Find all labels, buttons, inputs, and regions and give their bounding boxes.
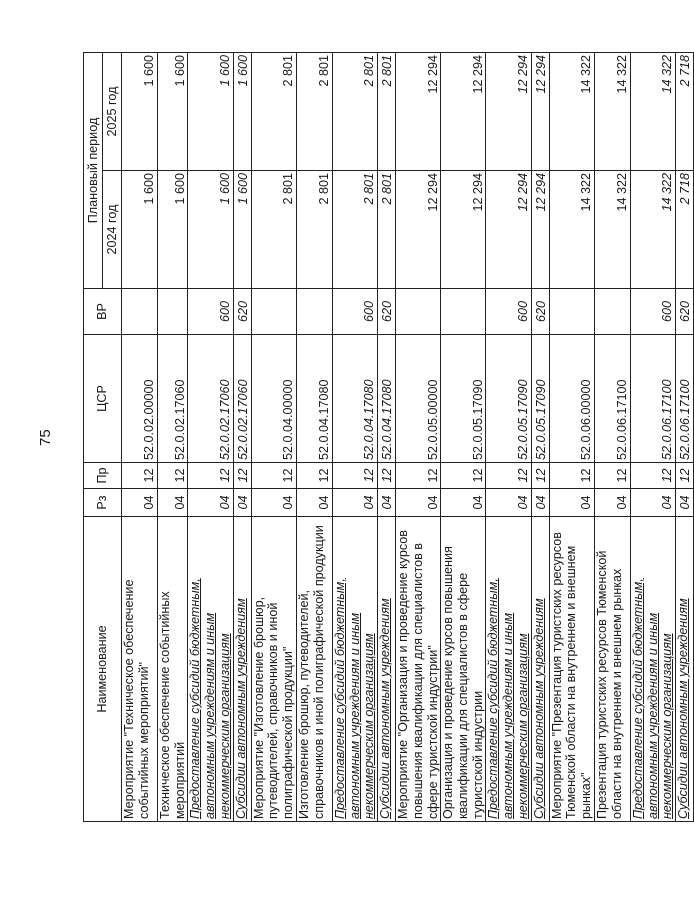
row-csr bbox=[158, 335, 188, 463]
row-rz-text: 04 bbox=[142, 495, 157, 510]
row-rz bbox=[233, 489, 251, 517]
row-amount-2025 bbox=[251, 52, 296, 170]
row-name-text: Мероприятие "Презентация туристских ресурсов Тюменской области на внутреннем и внешнем рынках" bbox=[549, 532, 594, 819]
row-amount-2024 bbox=[441, 171, 486, 289]
row-amount-2025 bbox=[378, 52, 396, 170]
row-csr bbox=[296, 335, 332, 463]
row-amount-2025 bbox=[158, 52, 188, 170]
row-amount-2024-text: 1 600 bbox=[217, 173, 232, 205]
row-pr bbox=[378, 463, 396, 489]
row-amount-2025 bbox=[396, 52, 441, 170]
row-csr-text: 52.0.02.17060 bbox=[235, 379, 250, 460]
row-csr bbox=[188, 335, 233, 463]
row-csr bbox=[676, 335, 694, 463]
row-csr-text: 52.0.06.00000 bbox=[579, 379, 594, 460]
row-name bbox=[594, 517, 630, 822]
row-rz bbox=[251, 489, 296, 517]
row-vr bbox=[251, 289, 296, 335]
row-amount-2024 bbox=[676, 171, 694, 289]
row-amount-2025 bbox=[549, 52, 594, 170]
row-pr bbox=[441, 463, 486, 489]
row-csr bbox=[441, 335, 486, 463]
row-name-text: Мероприятие "Техническое обеспечение событийных мероприятий" bbox=[122, 579, 151, 819]
row-vr-text: 620 bbox=[678, 301, 693, 323]
row-pr-text: 12 bbox=[615, 468, 630, 483]
row-name bbox=[233, 517, 251, 822]
row-amount-2025-text: 14 322 bbox=[579, 54, 594, 94]
row-name bbox=[676, 517, 694, 822]
row-rz-text: 04 bbox=[217, 495, 232, 510]
row-amount-2025-text: 12 294 bbox=[470, 54, 485, 94]
row-rz bbox=[549, 489, 594, 517]
table-row bbox=[296, 52, 332, 821]
row-vr-text: 600 bbox=[362, 301, 377, 323]
row-rz-text: 04 bbox=[515, 495, 530, 510]
row-rz bbox=[531, 489, 549, 517]
row-amount-2024-text: 14 322 bbox=[660, 173, 675, 212]
row-amount-2024-text: 2 801 bbox=[281, 173, 296, 205]
table-row bbox=[233, 52, 251, 821]
row-pr-text: 12 bbox=[217, 468, 232, 483]
row-rz bbox=[158, 489, 188, 517]
row-amount-2024 bbox=[296, 171, 332, 289]
row-name-text: Предоставление субсидий бюджетным, автономным учреждениям и иным некоммерческим организациям bbox=[188, 578, 232, 819]
row-csr bbox=[531, 335, 549, 463]
row-vr bbox=[332, 289, 377, 335]
row-rz bbox=[396, 489, 441, 517]
table-row bbox=[378, 52, 396, 821]
row-name-text: Субсидии автономным учреждениям bbox=[531, 598, 546, 819]
row-name-text: Мероприятие "Организация и проведение курсов повышения квалификации для специалистов в сфере туристской индустрии" bbox=[396, 530, 440, 819]
row-rz bbox=[676, 489, 694, 517]
row-amount-2024 bbox=[378, 171, 396, 289]
row-amount-2024 bbox=[594, 171, 630, 289]
row-vr bbox=[188, 289, 233, 335]
row-vr bbox=[158, 289, 188, 335]
table-row bbox=[676, 52, 694, 821]
row-amount-2024 bbox=[188, 171, 233, 289]
row-amount-2024-text: 1 600 bbox=[172, 173, 187, 205]
table-row bbox=[549, 52, 594, 821]
row-amount-2025 bbox=[332, 52, 377, 170]
row-rz-text: 04 bbox=[172, 495, 187, 510]
row-amount-2025 bbox=[486, 52, 531, 170]
table-row bbox=[122, 52, 158, 821]
row-name-text: Предоставление субсидий бюджетным, автономным учреждениям и иным некоммерческим организациям bbox=[486, 578, 530, 819]
row-amount-2025-text: 12 294 bbox=[425, 54, 440, 94]
row-csr-text: 52.0.04.17080 bbox=[362, 379, 377, 460]
row-vr bbox=[122, 289, 158, 335]
table-row bbox=[332, 52, 377, 821]
row-csr bbox=[594, 335, 630, 463]
row-name bbox=[251, 517, 296, 822]
row-vr bbox=[233, 289, 251, 335]
row-amount-2025-text: 14 322 bbox=[660, 54, 675, 94]
row-amount-2024 bbox=[158, 171, 188, 289]
row-amount-2025 bbox=[441, 52, 486, 170]
row-name bbox=[531, 517, 549, 822]
row-amount-2024 bbox=[332, 171, 377, 289]
table-row bbox=[486, 52, 531, 821]
row-rz bbox=[594, 489, 630, 517]
table-row bbox=[531, 52, 549, 821]
row-csr bbox=[233, 335, 251, 463]
row-amount-2025-text: 2 801 bbox=[281, 54, 296, 87]
row-pr bbox=[332, 463, 377, 489]
row-name bbox=[296, 517, 332, 822]
row-amount-2025-text: 12 294 bbox=[533, 54, 548, 94]
row-pr bbox=[233, 463, 251, 489]
row-vr bbox=[549, 289, 594, 335]
table-row bbox=[158, 52, 188, 821]
row-pr-text: 12 bbox=[142, 468, 157, 483]
row-name-text: Предоставление субсидий бюджетным, автономным учреждениям и иным некоммерческим организациям bbox=[332, 578, 377, 819]
row-amount-2025 bbox=[594, 52, 630, 170]
table-row bbox=[630, 52, 675, 821]
row-csr-text: 52.0.06.17100 bbox=[615, 379, 630, 460]
row-amount-2025 bbox=[188, 52, 233, 170]
row-rz-text: 04 bbox=[281, 495, 296, 510]
row-amount-2025 bbox=[676, 52, 694, 170]
row-csr bbox=[396, 335, 441, 463]
table-row bbox=[251, 52, 296, 821]
row-name-text: Субсидии автономным учреждениям bbox=[233, 598, 248, 819]
row-pr bbox=[630, 463, 675, 489]
row-name bbox=[630, 517, 675, 822]
row-amount-2024-text: 12 294 bbox=[425, 173, 440, 212]
row-rz-text: 04 bbox=[678, 495, 693, 510]
row-pr bbox=[158, 463, 188, 489]
row-amount-2024-text: 1 600 bbox=[142, 173, 157, 205]
row-amount-2024 bbox=[233, 171, 251, 289]
row-pr bbox=[594, 463, 630, 489]
row-pr bbox=[251, 463, 296, 489]
row-rz-text: 04 bbox=[380, 495, 395, 510]
row-pr-text: 12 bbox=[362, 468, 377, 483]
table-row bbox=[396, 52, 441, 821]
row-pr-text: 12 bbox=[470, 468, 485, 483]
row-amount-2025 bbox=[296, 52, 332, 170]
row-pr bbox=[396, 463, 441, 489]
row-amount-2025 bbox=[630, 52, 675, 170]
row-csr bbox=[378, 335, 396, 463]
row-csr-text: 52.0.05.17090 bbox=[515, 379, 530, 460]
header-name: Наименование bbox=[84, 517, 122, 822]
row-name-text: Предоставление субсидий бюджетным, автономным учреждениям и иным некоммерческим организациям bbox=[630, 578, 675, 819]
row-vr bbox=[296, 289, 332, 335]
row-pr bbox=[531, 463, 549, 489]
row-csr bbox=[122, 335, 158, 463]
row-vr bbox=[630, 289, 675, 335]
row-pr-text: 12 bbox=[660, 468, 675, 483]
row-amount-2025-text: 1 600 bbox=[172, 54, 187, 87]
row-name bbox=[122, 517, 158, 822]
row-name-text: Субсидии автономным учреждениям bbox=[676, 598, 691, 819]
row-pr-text: 12 bbox=[425, 468, 440, 483]
row-rz-text: 04 bbox=[362, 495, 377, 510]
row-pr bbox=[188, 463, 233, 489]
row-amount-2024-text: 2 718 bbox=[678, 173, 693, 205]
row-rz-text: 04 bbox=[235, 495, 250, 510]
row-amount-2024-text: 2 801 bbox=[362, 173, 377, 205]
row-pr-text: 12 bbox=[172, 468, 187, 483]
row-rz bbox=[630, 489, 675, 517]
row-vr bbox=[676, 289, 694, 335]
row-rz bbox=[378, 489, 396, 517]
table-row bbox=[594, 52, 630, 821]
row-amount-2025-text: 2 801 bbox=[362, 54, 377, 87]
row-pr bbox=[122, 463, 158, 489]
row-pr-text: 12 bbox=[533, 468, 548, 483]
header-planned-period: Плановый период bbox=[84, 52, 103, 288]
budget-table bbox=[83, 52, 694, 822]
row-rz-text: 04 bbox=[470, 495, 485, 510]
row-amount-2024-text: 1 600 bbox=[235, 173, 250, 205]
row-amount-2025-text: 2 801 bbox=[317, 54, 332, 87]
row-vr-text: 600 bbox=[515, 301, 530, 323]
table-row bbox=[441, 52, 486, 821]
row-csr-text: 52.0.06.17100 bbox=[660, 379, 675, 460]
table-row bbox=[188, 52, 233, 821]
row-name-text: Субсидии автономным учреждениям bbox=[378, 598, 393, 819]
row-pr bbox=[486, 463, 531, 489]
row-amount-2024-text: 2 801 bbox=[317, 173, 332, 205]
row-csr-text: 52.0.06.17100 bbox=[678, 379, 693, 460]
row-amount-2025-text: 2 718 bbox=[678, 54, 693, 87]
row-rz bbox=[188, 489, 233, 517]
row-vr-text: 600 bbox=[660, 301, 675, 323]
row-vr-text: 620 bbox=[235, 301, 250, 323]
rotated-table-container bbox=[83, 53, 693, 822]
row-pr-text: 12 bbox=[235, 468, 250, 483]
row-name bbox=[549, 517, 594, 822]
row-name-text: Презентация туристских ресурсов Тюменской области на внутреннем и внешнем рынках bbox=[594, 550, 624, 819]
row-csr bbox=[549, 335, 594, 463]
row-vr bbox=[486, 289, 531, 335]
row-rz-text: 04 bbox=[615, 495, 630, 510]
row-csr bbox=[630, 335, 675, 463]
row-rz-text: 04 bbox=[533, 495, 548, 510]
row-pr-text: 12 bbox=[678, 468, 693, 483]
row-amount-2024 bbox=[486, 171, 531, 289]
row-name-text: Мероприятие "Изготовление брошюр, путеводителей, справочников и иной полиграфической продукции" bbox=[251, 596, 296, 819]
page-number: 75 bbox=[37, 429, 54, 446]
row-name bbox=[441, 517, 486, 822]
row-vr-text: 620 bbox=[533, 301, 548, 323]
row-amount-2025 bbox=[122, 52, 158, 170]
row-name bbox=[486, 517, 531, 822]
row-amount-2024 bbox=[251, 171, 296, 289]
row-vr bbox=[441, 289, 486, 335]
row-amount-2025-text: 14 322 bbox=[615, 54, 630, 94]
row-csr-text: 52.0.05.17090 bbox=[470, 379, 485, 460]
row-amount-2025-text: 12 294 bbox=[515, 54, 530, 94]
table-body bbox=[122, 52, 694, 821]
header-rz: Рз bbox=[84, 489, 122, 517]
row-name-text: Организация и проведение курсов повышения квалификации для специалистов в сфере туристской индустрии bbox=[441, 546, 485, 819]
row-amount-2025-text: 1 600 bbox=[217, 54, 232, 87]
header-csr: ЦСР bbox=[84, 335, 122, 463]
row-amount-2025 bbox=[233, 52, 251, 170]
row-name bbox=[396, 517, 441, 822]
row-amount-2024-text: 12 294 bbox=[515, 173, 530, 212]
row-pr bbox=[296, 463, 332, 489]
row-vr bbox=[396, 289, 441, 335]
row-amount-2024 bbox=[122, 171, 158, 289]
row-name bbox=[332, 517, 377, 822]
row-vr bbox=[378, 289, 396, 335]
row-amount-2024 bbox=[396, 171, 441, 289]
row-amount-2025-text: 1 600 bbox=[235, 54, 250, 87]
row-rz bbox=[486, 489, 531, 517]
row-csr-text: 52.0.02.00000 bbox=[142, 379, 157, 460]
row-name bbox=[158, 517, 188, 822]
row-pr-text: 12 bbox=[579, 468, 594, 483]
row-amount-2025 bbox=[531, 52, 549, 170]
header-year-2024: 2024 год bbox=[103, 171, 122, 289]
row-amount-2024-text: 12 294 bbox=[533, 173, 548, 212]
row-rz-text: 04 bbox=[660, 495, 675, 510]
row-name-text: Изготовление брошюр, путеводителей, справочников и иной полиграфической продукции bbox=[296, 525, 326, 819]
row-rz bbox=[441, 489, 486, 517]
row-rz bbox=[296, 489, 332, 517]
row-name-text: Техническое обеспечение событийных мероприятий bbox=[158, 591, 187, 819]
row-amount-2024 bbox=[549, 171, 594, 289]
row-vr bbox=[531, 289, 549, 335]
row-vr-text: 600 bbox=[217, 301, 232, 323]
row-pr-text: 12 bbox=[281, 468, 296, 483]
row-pr-text: 12 bbox=[515, 468, 530, 483]
row-pr bbox=[676, 463, 694, 489]
row-rz-text: 04 bbox=[425, 495, 440, 510]
row-vr-text: 620 bbox=[380, 301, 395, 323]
header-vr: ВР bbox=[84, 289, 122, 335]
row-amount-2024-text: 2 801 bbox=[380, 173, 395, 205]
row-csr-text: 52.0.04.17080 bbox=[380, 379, 395, 460]
row-rz bbox=[122, 489, 158, 517]
row-rz-text: 04 bbox=[317, 495, 332, 510]
row-amount-2024-text: 14 322 bbox=[615, 173, 630, 212]
row-csr bbox=[251, 335, 296, 463]
row-pr-text: 12 bbox=[317, 468, 332, 483]
row-csr-text: 52.0.04.17080 bbox=[317, 379, 332, 460]
row-amount-2024-text: 14 322 bbox=[579, 173, 594, 212]
row-csr-text: 52.0.04.00000 bbox=[281, 379, 296, 460]
row-vr bbox=[594, 289, 630, 335]
row-name bbox=[378, 517, 396, 822]
row-amount-2024 bbox=[630, 171, 675, 289]
row-amount-2025-text: 1 600 bbox=[142, 54, 157, 87]
row-csr-text: 52.0.02.17060 bbox=[172, 379, 187, 460]
header-year-2025: 2025 год bbox=[103, 52, 122, 170]
row-csr-text: 52.0.02.17060 bbox=[217, 379, 232, 460]
row-name bbox=[188, 517, 233, 822]
row-amount-2024-text: 12 294 bbox=[470, 173, 485, 212]
row-pr-text: 12 bbox=[380, 468, 395, 483]
header-pr: Пр bbox=[84, 463, 122, 489]
row-amount-2025-text: 2 801 bbox=[380, 54, 395, 87]
row-csr bbox=[332, 335, 377, 463]
row-pr bbox=[549, 463, 594, 489]
row-rz-text: 04 bbox=[579, 495, 594, 510]
row-csr bbox=[486, 335, 531, 463]
row-amount-2024 bbox=[531, 171, 549, 289]
row-rz bbox=[332, 489, 377, 517]
row-csr-text: 52.0.05.00000 bbox=[425, 379, 440, 460]
row-csr-text: 52.0.05.17090 bbox=[533, 379, 548, 460]
